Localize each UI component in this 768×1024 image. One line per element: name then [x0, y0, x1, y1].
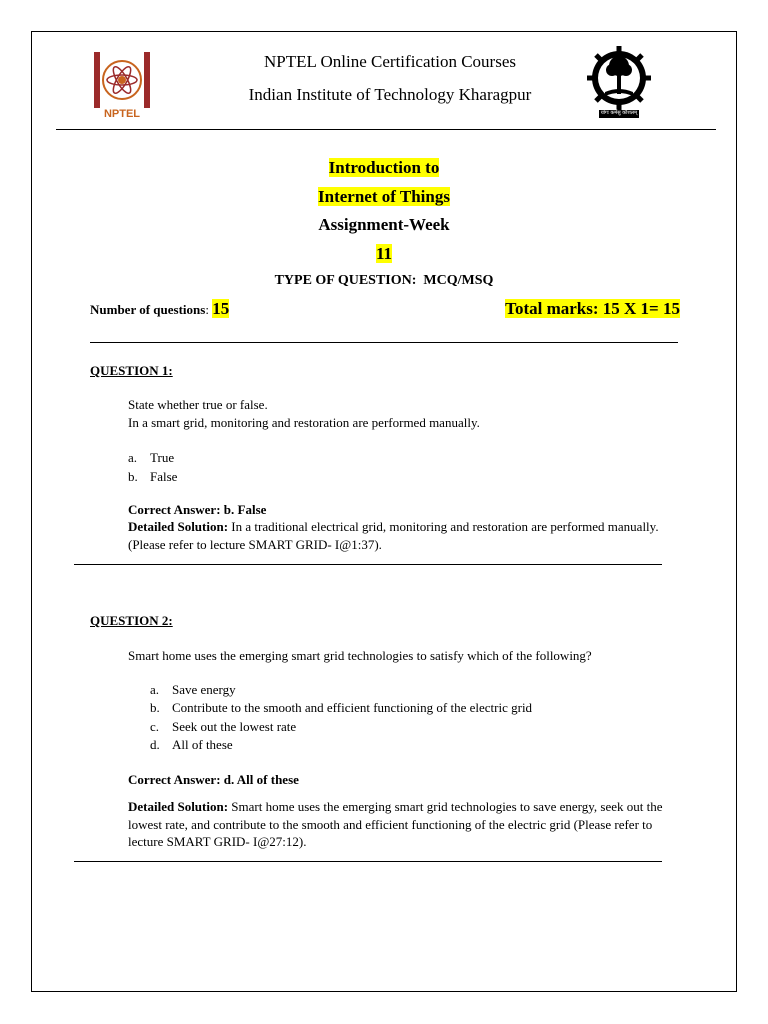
total-marks-row	[480, 298, 680, 320]
iitkgp-logo	[585, 44, 653, 122]
course-title-part1: Introduction to	[328, 158, 440, 177]
course-title-part2: Internet of Things	[318, 187, 450, 206]
option-c[interactable]	[150, 718, 670, 736]
question-2-answer: Correct Answer: d. All of these	[128, 772, 299, 787]
question-1-heading: QUESTION 1:	[90, 363, 173, 378]
option-text: Save energy	[172, 682, 236, 697]
question-2-solution	[128, 798, 688, 851]
option-b[interactable]	[150, 699, 670, 717]
question-2-divider	[74, 861, 662, 862]
assignment-label: Assignment-Week	[318, 215, 450, 234]
option-a[interactable]	[128, 448, 668, 467]
question-2-options	[150, 681, 670, 754]
question-1-text1: State whether true or false.	[128, 397, 268, 412]
question-2-text1: Smart home uses the emerging smart grid technologies to satisfy which of the following?	[128, 648, 592, 663]
question-2-heading: QUESTION 2:	[90, 613, 173, 628]
option-text: False	[150, 469, 178, 484]
option-mark: c.	[150, 718, 160, 734]
nptel-logo	[92, 50, 152, 122]
option-text: True	[150, 450, 175, 465]
title-line2	[184, 186, 584, 208]
option-text: Contribute to the smooth and efficient functioning of the electric grid	[172, 700, 533, 716]
question-type: TYPE OF QUESTION: MCQ/MSQ	[274, 273, 494, 288]
total-marks: Total marks: 15 X 1= 15	[505, 299, 680, 318]
question-1-text2: In a smart grid, monitoring and restoration are performed manually.	[128, 415, 480, 430]
option-text: All of these	[172, 736, 233, 752]
option-text: Seek out the lowest rate	[172, 718, 297, 734]
option-d[interactable]	[150, 736, 670, 754]
question-1-answer: Correct Answer: b. False	[128, 502, 267, 517]
option-mark: b.	[150, 700, 160, 716]
week-number: 11	[375, 244, 393, 263]
option-mark: a.	[128, 450, 138, 465]
option-a[interactable]	[150, 681, 670, 699]
option-mark: a.	[150, 682, 160, 697]
meta-divider	[90, 342, 678, 343]
num-questions	[90, 298, 229, 321]
option-mark: b.	[128, 469, 138, 484]
title-line1	[184, 157, 584, 179]
question-1-body	[128, 396, 668, 432]
week-number-row	[184, 243, 584, 265]
question-1-solution	[128, 518, 684, 554]
num-questions-label: Number of questions	[90, 302, 206, 317]
num-questions-sep: :	[205, 302, 213, 317]
question-1-divider	[74, 564, 662, 565]
solution-text: Smart home uses the emerging smart grid technologies to save energy, seek out the lowest rate, and contribute to the smooth and efficient functioning of the electric grid (Please refer to lecture SMART GRID- I@27:12).	[128, 799, 663, 849]
solution-label: Detailed Solution:	[128, 519, 229, 534]
option-b[interactable]	[128, 467, 668, 486]
header-line2: Indian Institute of Technology Kharagpur	[248, 85, 532, 104]
option-mark: d.	[150, 736, 160, 752]
iitkgp-motto: योगः कर्मसु कौशलम्	[600, 110, 638, 116]
nptel-logo-text: NPTEL	[103, 108, 141, 120]
question-1-options	[128, 448, 668, 486]
solution-text: In a traditional electrical grid, monitoring and restoration are performed manually. (Please refer to lecture SMART GRID- I@1:37).	[128, 519, 659, 552]
solution-label: Detailed Solution:	[128, 799, 229, 814]
num-questions-value: 15	[212, 299, 230, 318]
header-line1: NPTEL Online Certification Courses	[264, 52, 516, 71]
header-divider	[56, 129, 716, 130]
